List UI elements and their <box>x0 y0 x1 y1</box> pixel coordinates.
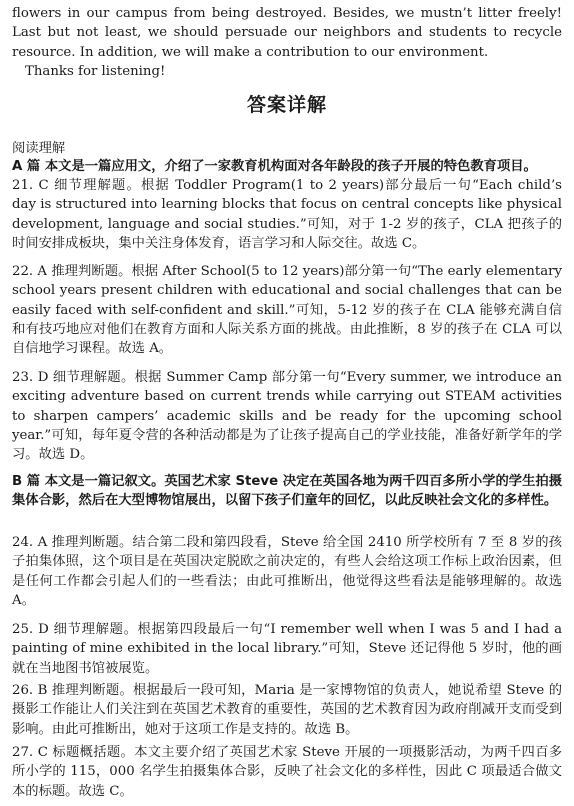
question-22: 22. A 推理判断题。根据 After School(5 to 12 years)部分第一句“The early elementary school years present children with educational and social challenges that can be easily faced with self-confident and skill.”可知，5-12 岁的孩子在 CLA 能够充满自信和有技巧地应对他们在教育方面和人际关系方面的挑战。由此推断，8 岁的孩子在 CLA 可以自信地学习课程。故选 A。 <box>12 264 562 357</box>
question-21: 21. C 细节理解题。根据 Toddler Program(1 to 2 years)部分最后一句“Each child’s day is structured into learning blocks that focus on central concepts like physical development, language and social studies.”可知，对于 1-2 岁的孩子，CLA 把孩子的时间安排成板块，集中关注身体发育，语言学习和人际交往。故选 C。 <box>12 178 562 251</box>
reading-label: 阅读理解 <box>12 141 66 156</box>
speech-thanks: Thanks for listening! <box>25 64 166 79</box>
question-23: 23. D 细节理解题。根据 Summer Camp 部分第一句“Every summer, we introduce an exciting adventure based on current trends while carrying out STEAM activities to sharpen campers’ academic skills and be ready for the upcoming school year.”可知，每年夏令营的各种活动都是为了让孩子提高自己的学业技能，准备好新学年的学习。故选 D。 <box>12 370 562 463</box>
question-26: 26. B 推理判断题。根据最后一段可知，Maria 是一家博物馆的负责人，她说希望 Steve 的摄影工作能让人们关注到在英国艺术教育的重要性，英国的艺术教育因为政府削减开支而受到影响。由此可推断出，她对于这项工作是支持的。故选 B。 <box>12 683 562 737</box>
speech-closing-paragraph: flowers in our campus from being destroyed. Besides, we mustn’t litter freely! Last but not least, we should persuade our neighbors and students to recycle resource. In addition, we will make a contribution to our environment. <box>12 6 562 60</box>
part-b-intro: B 篇 本文是一篇记叙文。英国艺术家 Steve 决定在英国各地为两千四百多所小学的学生拍摄集体合影，然后在大型博物馆展出，以留下孩子们童年的回忆，以此反映社会文化的多样性。 <box>12 474 562 509</box>
question-25: 25. D 细节理解题。根据第四段最后一句“I remember well when I was 5 and I had a painting of mine exhibited in the local library.”可知，Steve 还记得他 5 岁时，他的画就在当地图书馆被展览。 <box>12 622 562 676</box>
question-27: 27. C 标题概括题。本文主要介绍了英国艺术家 Steve 开展的一项摄影活动，为两千四百多所小学的 115，000 名学生拍摄集体合影，反映了社会文化的多样性，因此 C 项最适合做文本的标题。故选 C。 <box>12 745 562 799</box>
question-24: 24. A 推理判断题。结合第二段和第四段看，Steve 给全国 2410 所学校所有 7 至 8 岁的孩子拍集体照，这个项目是在英国决定脱欧之前决定的，有些人会给这项工作标上政治因素，但是任何工作都会引起人们的一些看法；由此可推断出，他觉得这些看法是能够理解的。故选 A。 <box>12 535 562 608</box>
part-a-intro: A 篇 本文是一篇应用文，介绍了一家教育机构面对各年龄段的孩子开展的特色教育项目。 <box>12 159 537 174</box>
answers-title: 答案详解 <box>246 94 327 116</box>
